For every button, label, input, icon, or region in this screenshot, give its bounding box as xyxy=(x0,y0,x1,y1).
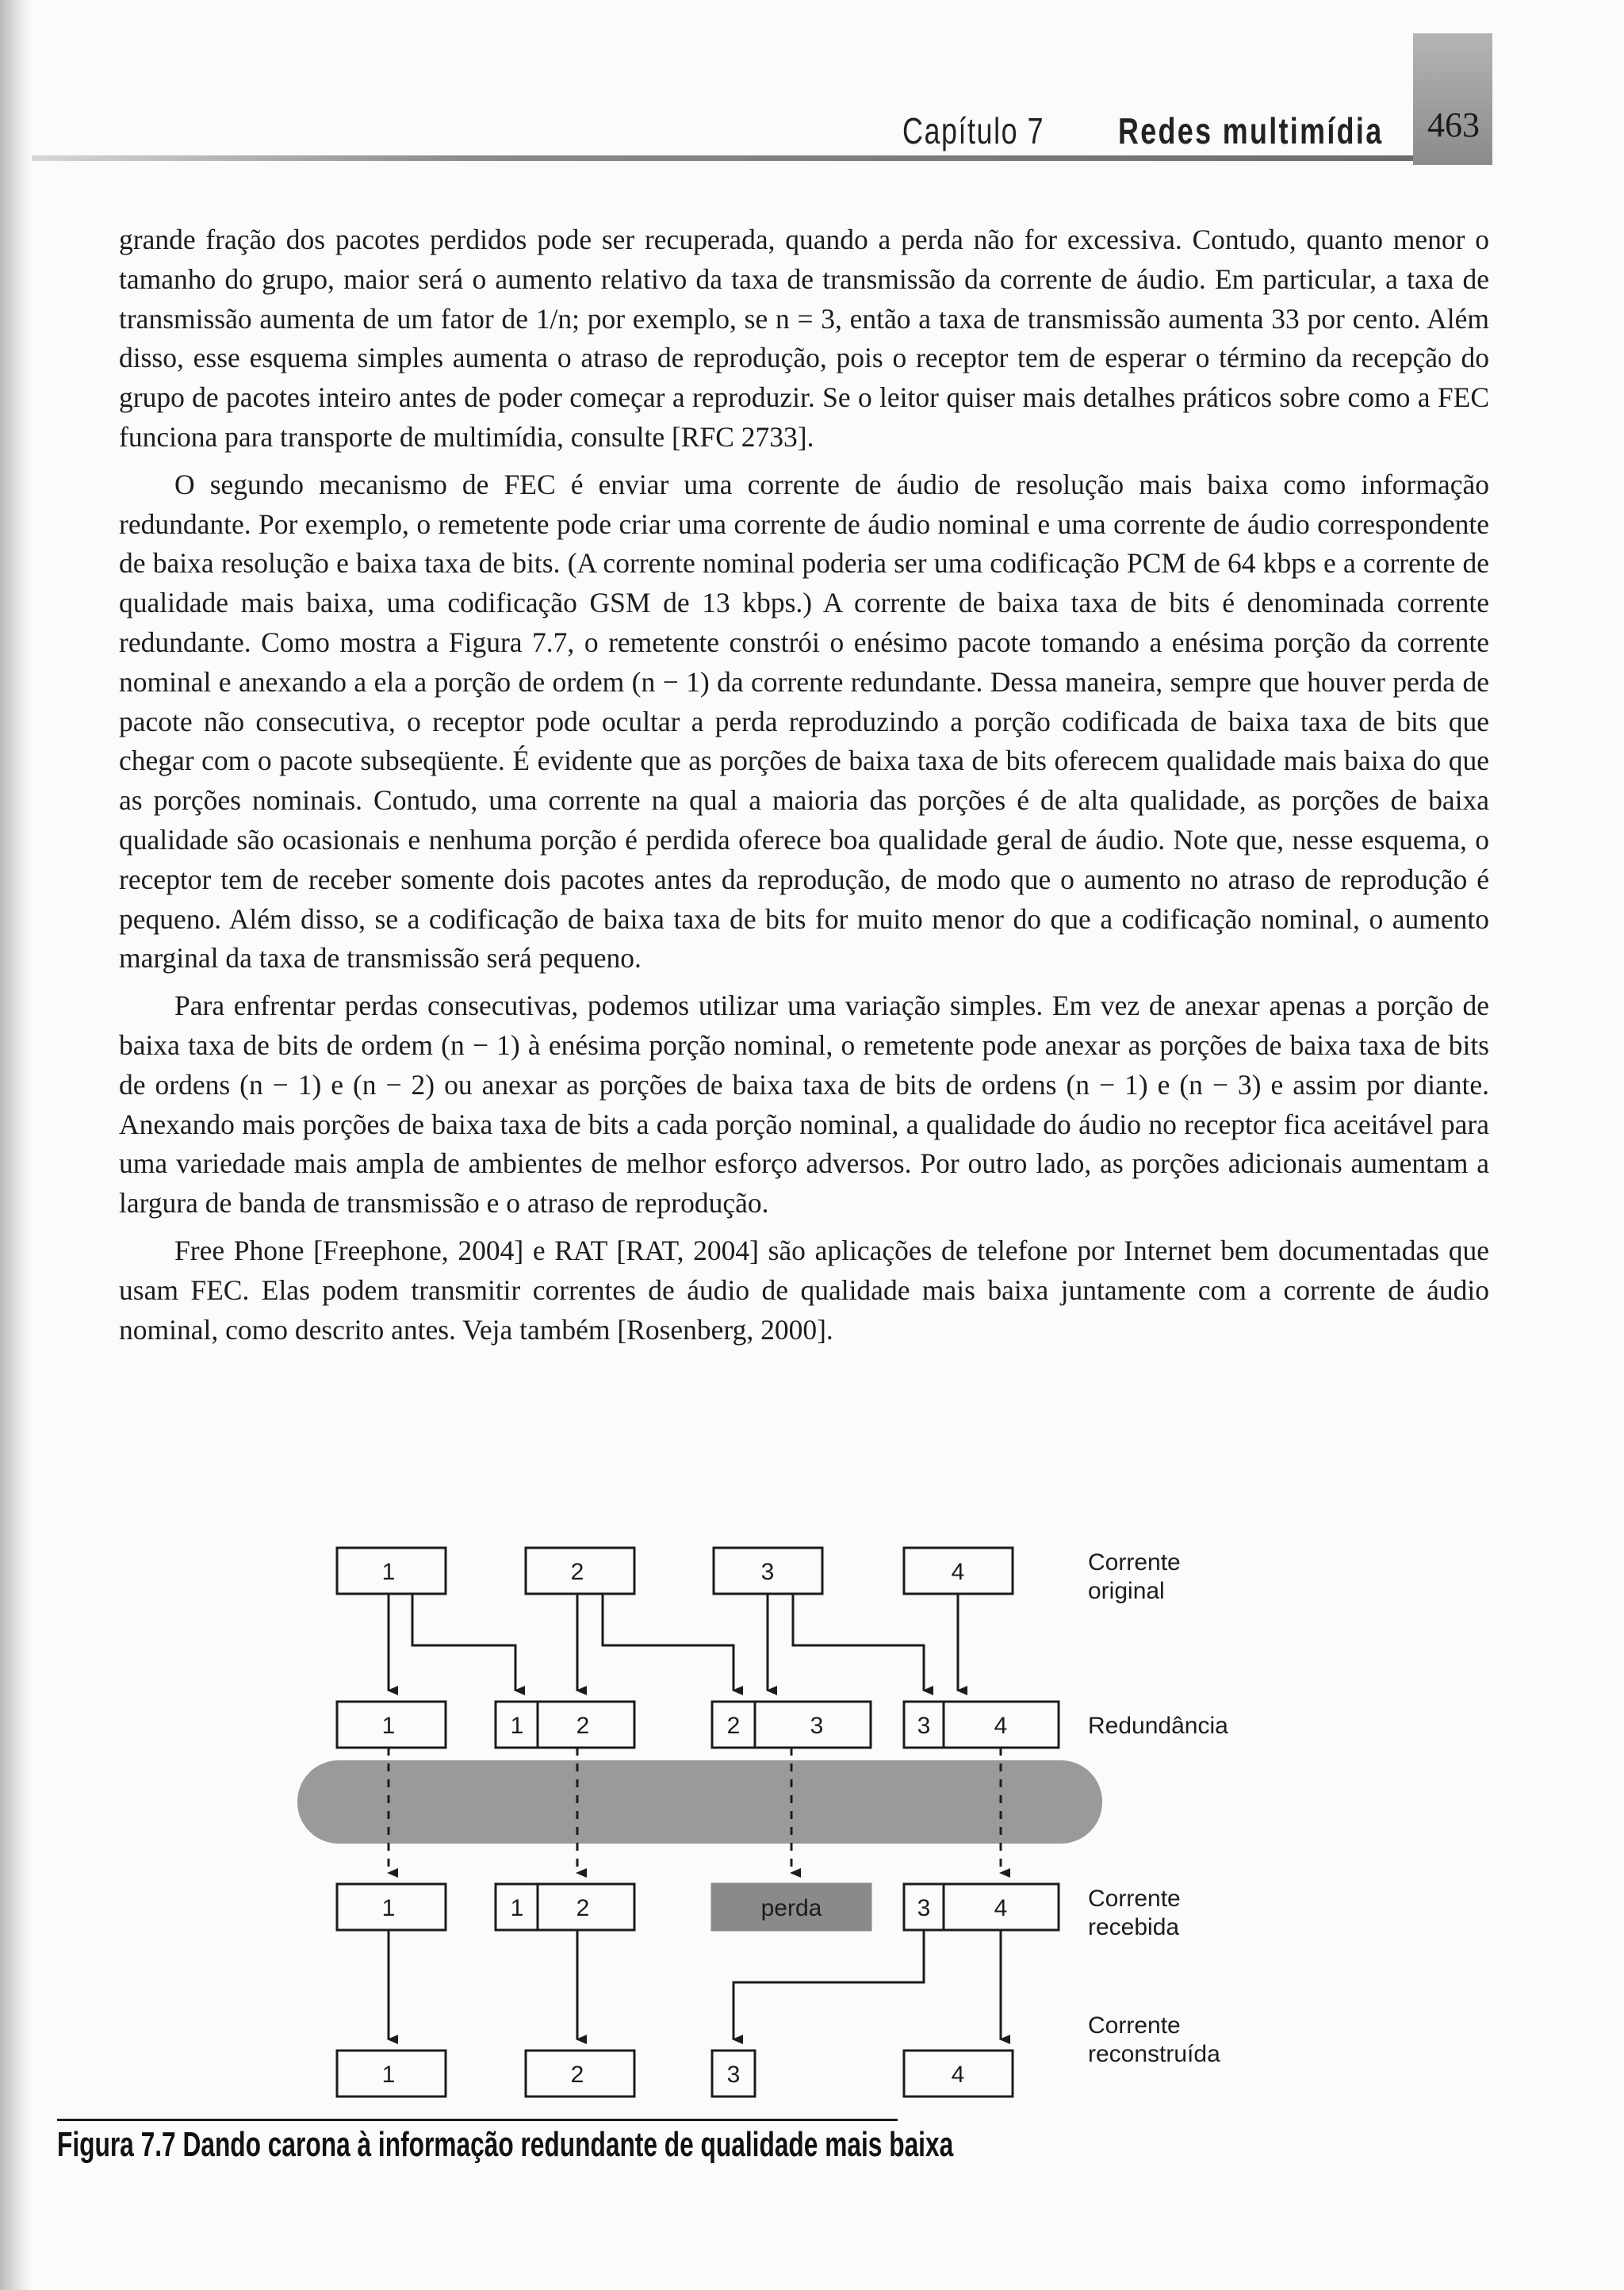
label-original-2: original xyxy=(1088,1578,1165,1604)
page-header xyxy=(0,0,1624,174)
reconstructed-packet-2-label: 2 xyxy=(570,2062,584,2088)
body-text xyxy=(119,220,1489,1358)
original-row xyxy=(337,1548,1013,1594)
lost-packet-label: perda xyxy=(760,1895,822,1921)
redundancy-packet-2-nom: 2 xyxy=(576,1713,590,1739)
reconstructed-packet-3-label: 3 xyxy=(726,2062,741,2088)
reconstructed-packet-1-label: 1 xyxy=(381,2062,396,2088)
original-packet-3-label: 3 xyxy=(760,1559,775,1585)
paragraph-1: grande fração dos pacotes perdidos pode ser recuperada, quando a perda não for excessiva. Contudo, quanto menor o tamanho do grupo, maior será o aumento relativo da taxa de transmissão da corrente de áudio. Em particular, a taxa de transmissão aumenta de um fator de 1/n; por exemplo, se n = 3, então a taxa de transmissão aumenta 33 por cento. Além disso, esse esquema simples aumenta o atraso de reprodução, pois o receptor tem de esperar o término da recepção do grupo de pacotes inteiro antes de poder começar a reproduzir. Se o leitor quiser mais detalhes práticos sobre como a FEC funciona para transporte de multimídia, consulte [RFC 2733]. xyxy=(119,224,1489,453)
label-received-1: Corrente xyxy=(1088,1886,1181,1912)
paragraph-3-text: Para enfrentar perdas consecutivas, podemos utilizar uma variação simples. Em vez de anexar apenas a porção de baixa taxa de bits de ordem (n − 1) à enésima porção nominal, o remetente pode anexar as porções de baixa taxa de bits de ordens (n − 1) e (n − 2) ou anexar as porções de baixa taxa de bits de ordens (n − 1) e (n − 3) e assim por diante. Anexando mais porções de baixa taxa de bits a cada porção nominal, a qualidade do áudio no receptor fica aceitável para uma variedade mais ampla de ambientes de melhor esforço adversos. Por outro lado, as porções adicionais aumentam a largura de banda de transmissão e o atraso de reprodução. xyxy=(119,990,1489,1220)
caption-rule xyxy=(57,2119,898,2121)
paragraph-3 xyxy=(119,986,1489,1224)
paragraph-4 xyxy=(119,1231,1489,1350)
label-reconstructed-1: Corrente xyxy=(1088,2012,1181,2039)
redundancy-packet-3-red: 2 xyxy=(726,1713,741,1739)
label-redundancy: Redundância xyxy=(1088,1713,1228,1739)
redundancy-packet-3-nom: 3 xyxy=(810,1713,824,1739)
received-packet-4-red: 3 xyxy=(917,1895,931,1921)
redundancy-packet-1-label: 1 xyxy=(381,1713,396,1739)
paragraph-4-text: Free Phone [Freephone, 2004] e RAT [RAT, 2004] são aplicações de telefone por Internet bem documentadas que usam FEC. Elas podem transmitir correntes de áudio de qualidade mais baixa juntamente com a corrente de áudio nominal, como descrito antes. Veja também [Rosenberg, 2000]. xyxy=(119,1234,1489,1346)
label-received-2: recebida xyxy=(1088,1914,1180,1940)
redundancy-row xyxy=(337,1702,1059,1748)
redundancy-packet-2-red: 1 xyxy=(510,1713,524,1739)
original-packet-4-label: 4 xyxy=(951,1559,965,1585)
label-reconstructed-2: reconstruída xyxy=(1088,2041,1220,2067)
reconstructed-packet-4-label: 4 xyxy=(951,2062,965,2088)
reconstruction-arrows xyxy=(389,1930,1001,2039)
received-packet-4-nom: 4 xyxy=(994,1895,1008,1921)
figure-caption: Figura 7.7 Dando carona à informação redundante de qualidade mais baixa xyxy=(57,2125,954,2164)
label-original-1: Corrente xyxy=(1088,1549,1181,1576)
received-packet-2-red: 1 xyxy=(510,1895,524,1921)
section-label: Redes multimídia xyxy=(1118,110,1384,151)
received-row xyxy=(337,1884,1059,1930)
received-packet-1-label: 1 xyxy=(381,1895,396,1921)
received-packet-2-nom: 2 xyxy=(576,1895,590,1921)
page-number-box xyxy=(1413,33,1492,165)
figure-7-7 xyxy=(0,1507,1624,2125)
redundancy-packet-4-nom: 4 xyxy=(994,1713,1008,1739)
reconstructed-row xyxy=(337,2051,1013,2097)
fec-diagram xyxy=(0,1507,1624,2125)
redundancy-packet-4-red: 3 xyxy=(917,1713,931,1739)
original-packet-2-label: 2 xyxy=(570,1559,584,1585)
page-number: 463 xyxy=(1427,105,1480,144)
encoding-arrows xyxy=(389,1594,958,1691)
network-band xyxy=(297,1760,1102,1844)
original-packet-1-label: 1 xyxy=(381,1559,396,1585)
paragraph-2-text: O segundo mecanismo de FEC é enviar uma corrente de áudio de resolução mais baixa como informação redundante. Por exemplo, o remetente pode criar uma corrente de áudio nominal e uma corrente de áudio correspondente de baixa resolução e baixa taxa de bits. (A corrente nominal poderia ser uma codificação PCM de 64 kbps e a corrente de qualidade mais baixa, uma codificação GSM de 13 kbps.) A corrente de baixa taxa de bits é denominada corrente redundante. Como mostra a Figura 7.7, o remetente constrói o enésimo pacote tomando a enésima porção da corrente nominal e anexando a ela a porção de ordem (n − 1) da corrente redundante. Dessa maneira, sempre que houver perda de pacote não consecutiva, o receptor pode ocultar a perda reproduzindo a porção codificada de baixa taxa de bits que chegar com o pacote subseqüente. É evidente que as porções de baixa taxa de bits oferecem qualidade mais baixa do que as porções nominais. Contudo, uma corrente na qual a maioria das porções é de alta qualidade, as porções de baixa qualidade são ocasionais e nenhuma porção é perdida oferece boa qualidade geral de áudio. Note que, nesse esquema, o receptor tem de receber somente dois pacotes antes da reprodução, de modo que o aumento no atraso de reprodução é pequeno. Além disso, se a codificação de baixa taxa de bits for muito menor do que a codificação nominal, o aumento marginal da taxa de transmissão será pequeno. xyxy=(119,468,1489,975)
paragraph-2 xyxy=(119,465,1489,978)
chapter-label: Capítulo 7 xyxy=(902,110,1045,151)
header-rule xyxy=(32,155,1491,161)
